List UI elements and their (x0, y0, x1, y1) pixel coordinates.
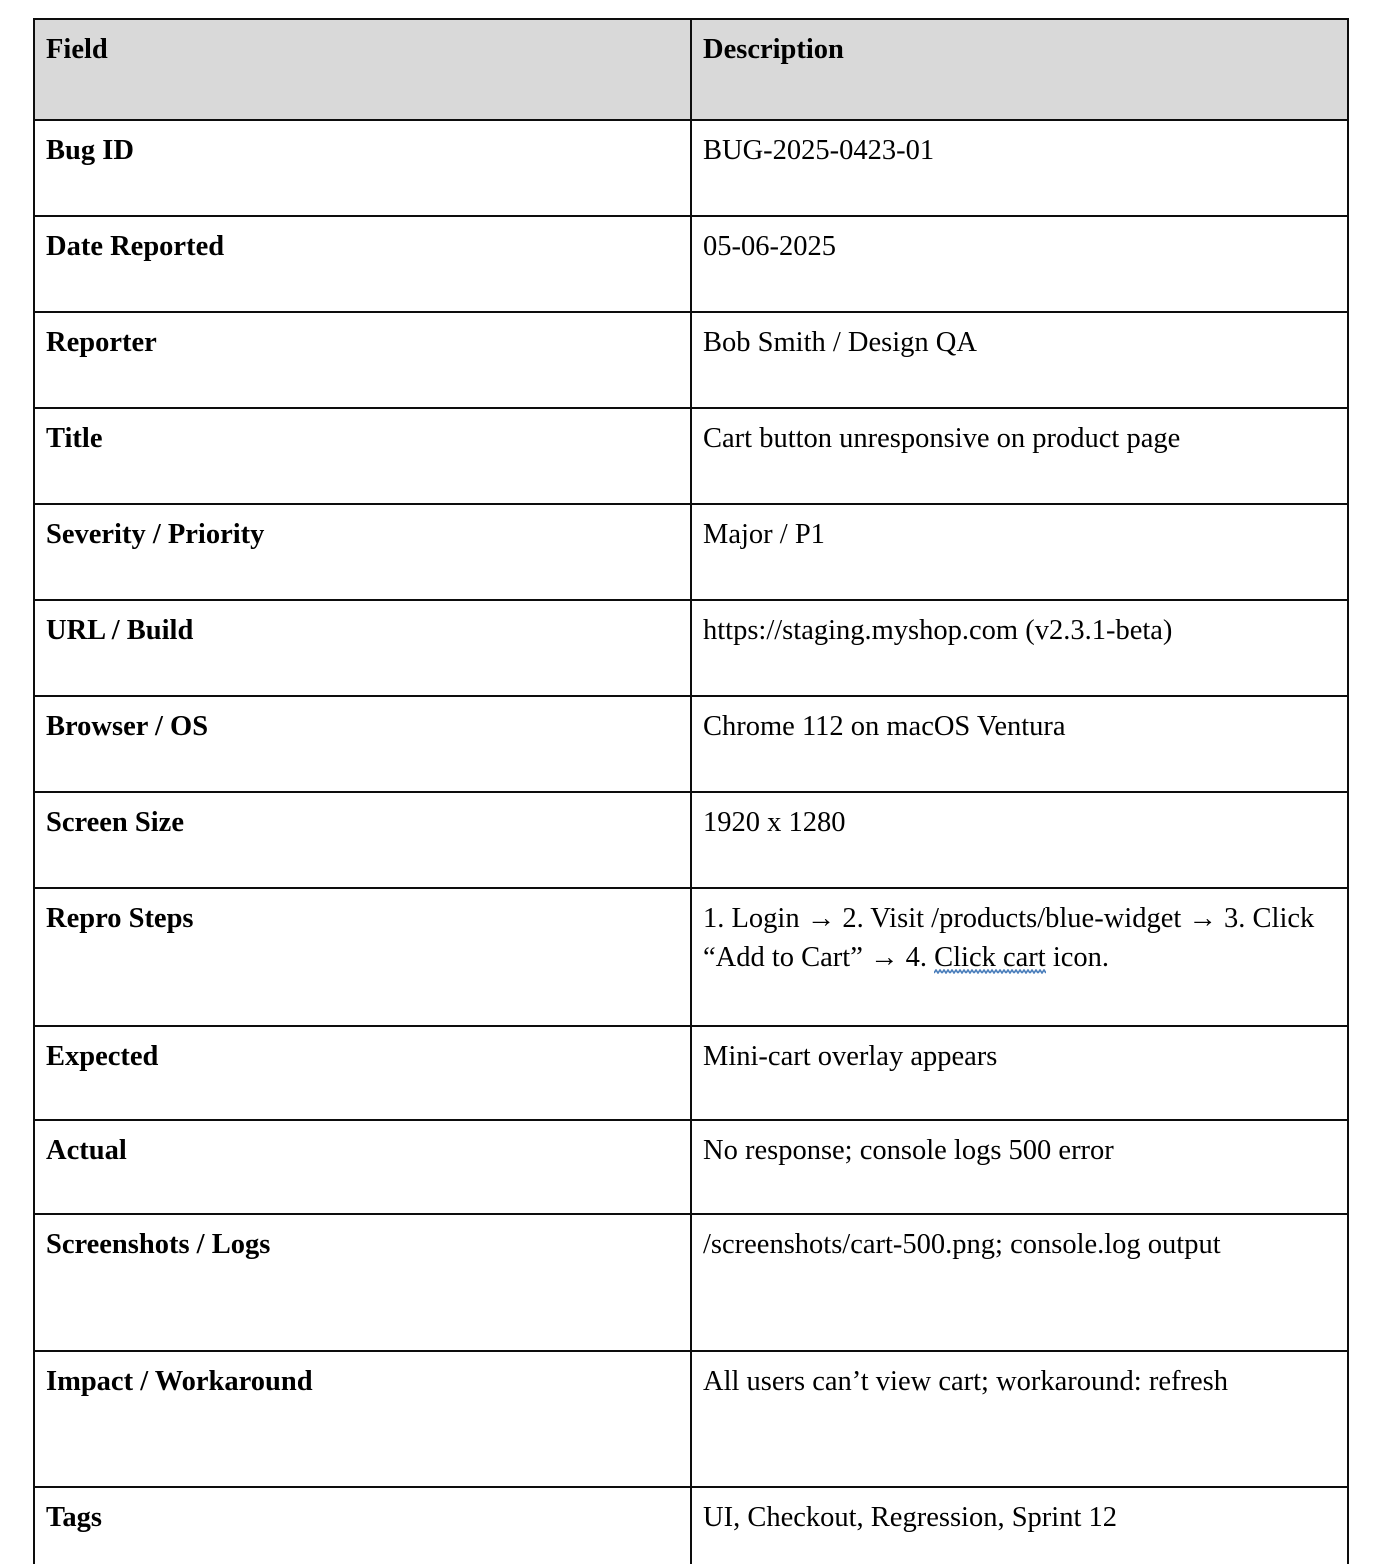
field-value-actual: No response; console logs 500 error (691, 1120, 1348, 1214)
field-value-screen-size: 1920 x 1280 (691, 792, 1348, 888)
field-value-screenshots-logs: /screenshots/cart-500.png; console.log output (691, 1214, 1348, 1351)
table-row-screen-size (34, 792, 1348, 888)
table-body (34, 120, 1348, 1564)
field-value-tags: UI, Checkout, Regression, Sprint 12 (691, 1487, 1348, 1564)
field-label-expected: Expected (34, 1026, 691, 1120)
table-header-row (34, 19, 1348, 120)
field-value-url-build: https://staging.myshop.com (v2.3.1-beta) (691, 600, 1348, 696)
repro-steps-text-after: icon. (1045, 942, 1110, 974)
field-label-repro-steps: Repro Steps (34, 888, 691, 1026)
field-label-date-reported: Date Reported (34, 216, 691, 312)
field-label-screen-size: Screen Size (34, 792, 691, 888)
field-label-reporter: Reporter (34, 312, 691, 408)
table-row-screenshots-logs (34, 1214, 1348, 1351)
spellcheck-misspelling: Click cart (934, 942, 1046, 974)
table-row-severity-priority (34, 504, 1348, 600)
field-label-screenshots-logs: Screenshots / Logs (34, 1214, 691, 1351)
field-value-repro-steps (691, 888, 1348, 1026)
table-row-reporter (34, 312, 1348, 408)
field-value-date-reported: 05-06-2025 (691, 216, 1348, 312)
table-row-bug-id (34, 120, 1348, 216)
table-row-title (34, 408, 1348, 504)
field-label-title: Title (34, 408, 691, 504)
field-value-severity-priority: Major / P1 (691, 504, 1348, 600)
field-value-bug-id: BUG-2025-0423-01 (691, 120, 1348, 216)
table-row-url-build (34, 600, 1348, 696)
field-label-actual: Actual (34, 1120, 691, 1214)
table-row-tags (34, 1487, 1348, 1564)
repro-steps-text-before: 1. Login → 2. Visit /products/blue-widget → 3. Click “Add to Cart” → 4. (703, 903, 1315, 974)
field-value-reporter: Bob Smith / Design QA (691, 312, 1348, 408)
column-header-description: Description (691, 19, 1348, 120)
field-label-browser-os: Browser / OS (34, 696, 691, 792)
table-row-browser-os (34, 696, 1348, 792)
table-row-repro-steps (34, 888, 1348, 1026)
field-value-browser-os: Chrome 112 on macOS Ventura (691, 696, 1348, 792)
field-label-severity-priority: Severity / Priority (34, 504, 691, 600)
table-row-impact-workaround (34, 1351, 1348, 1487)
field-label-url-build: URL / Build (34, 600, 691, 696)
field-label-impact-workaround: Impact / Workaround (34, 1351, 691, 1487)
table-row-date-reported (34, 216, 1348, 312)
table-row-expected (34, 1026, 1348, 1120)
bug-report-table (33, 18, 1349, 1564)
field-value-expected: Mini-cart overlay appears (691, 1026, 1348, 1120)
field-value-impact-workaround: All users can’t view cart; workaround: refresh (691, 1351, 1348, 1487)
table-row-actual (34, 1120, 1348, 1214)
field-value-title: Cart button unresponsive on product page (691, 408, 1348, 504)
field-label-tags: Tags (34, 1487, 691, 1564)
field-label-bug-id: Bug ID (34, 120, 691, 216)
column-header-field: Field (34, 19, 691, 120)
